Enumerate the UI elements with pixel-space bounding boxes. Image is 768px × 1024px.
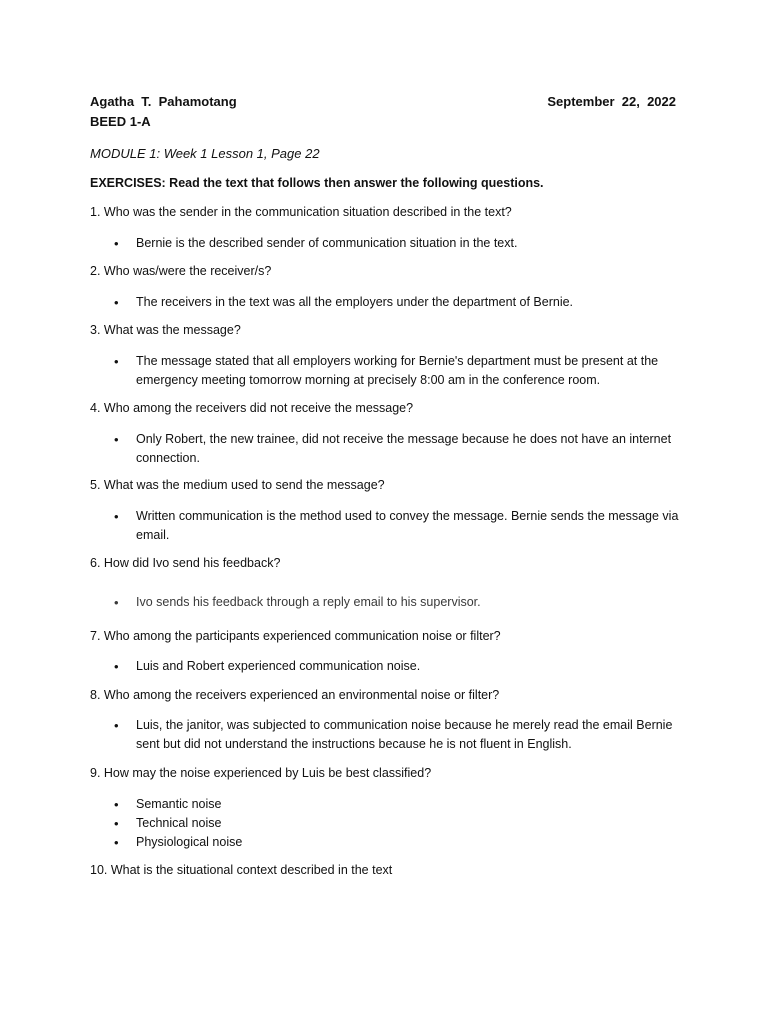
class-section: BEED 1-A — [90, 114, 151, 129]
answer-8: • Luis, the janitor, was subjected to communication noise because he merely read the email Bernie sent but did not understand the instructions because he is not fluent in English. — [136, 716, 681, 754]
answer-2: • The receivers in the text was all the employers under the department of Bernie. — [136, 293, 681, 312]
answer-5: • Written communication is the method used to convey the message. Bernie sends the message via email. — [136, 507, 681, 545]
question-6: 6. How did Ivo send his feedback? — [90, 556, 281, 570]
question-7: 7. Who among the participants experienced communication noise or filter? — [90, 629, 501, 643]
answer-1: • Bernie is the described sender of communication situation in the text. — [136, 234, 681, 253]
answer-7: • Luis and Robert experienced communication noise. — [136, 657, 681, 676]
answer-6: • Ivo sends his feedback through a reply email to his supervisor. — [136, 593, 681, 612]
exercise-instructions: EXERCISES: Read the text that follows then answer the following questions. — [90, 176, 544, 190]
answer-3: • The message stated that all employers working for Bernie's department must be present at the emergency meeting tomorrow morning at precisely 8:00 am in the conference room. — [136, 352, 681, 390]
answer-9-item-1: • Semantic noise — [136, 795, 681, 814]
question-8: 8. Who among the receivers experienced an environmental noise or filter? — [90, 688, 500, 702]
answer-9-item-2: • Technical noise — [136, 814, 681, 833]
module-reference — [90, 146, 320, 161]
answer-4: • Only Robert, the new trainee, did not receive the message because he does not have an internet connection. — [136, 430, 681, 468]
question-9: 9. How may the noise experienced by Luis be best classified? — [90, 766, 432, 780]
question-10: 10. What is the situational context described in the text — [90, 863, 393, 877]
question-2: 2. Who was/were the receiver/s? — [90, 264, 272, 278]
question-3: 3. What was the message? — [90, 323, 241, 337]
question-5: 5. What was the medium used to send the message? — [90, 478, 385, 492]
question-1: 1. Who was the sender in the communication situation described in the text? — [90, 205, 512, 219]
question-4: 4. Who among the receivers did not receive the message? — [90, 401, 414, 415]
student-name: Agatha T. Pahamotang — [90, 94, 237, 109]
module-prefix: MODULE 1: — [90, 146, 161, 161]
answer-9-item-3: • Physiological noise — [136, 833, 681, 852]
module-lesson: Week 1 Lesson 1, Page 22 — [160, 146, 320, 161]
document-date: September 22, 2022 — [547, 94, 676, 109]
